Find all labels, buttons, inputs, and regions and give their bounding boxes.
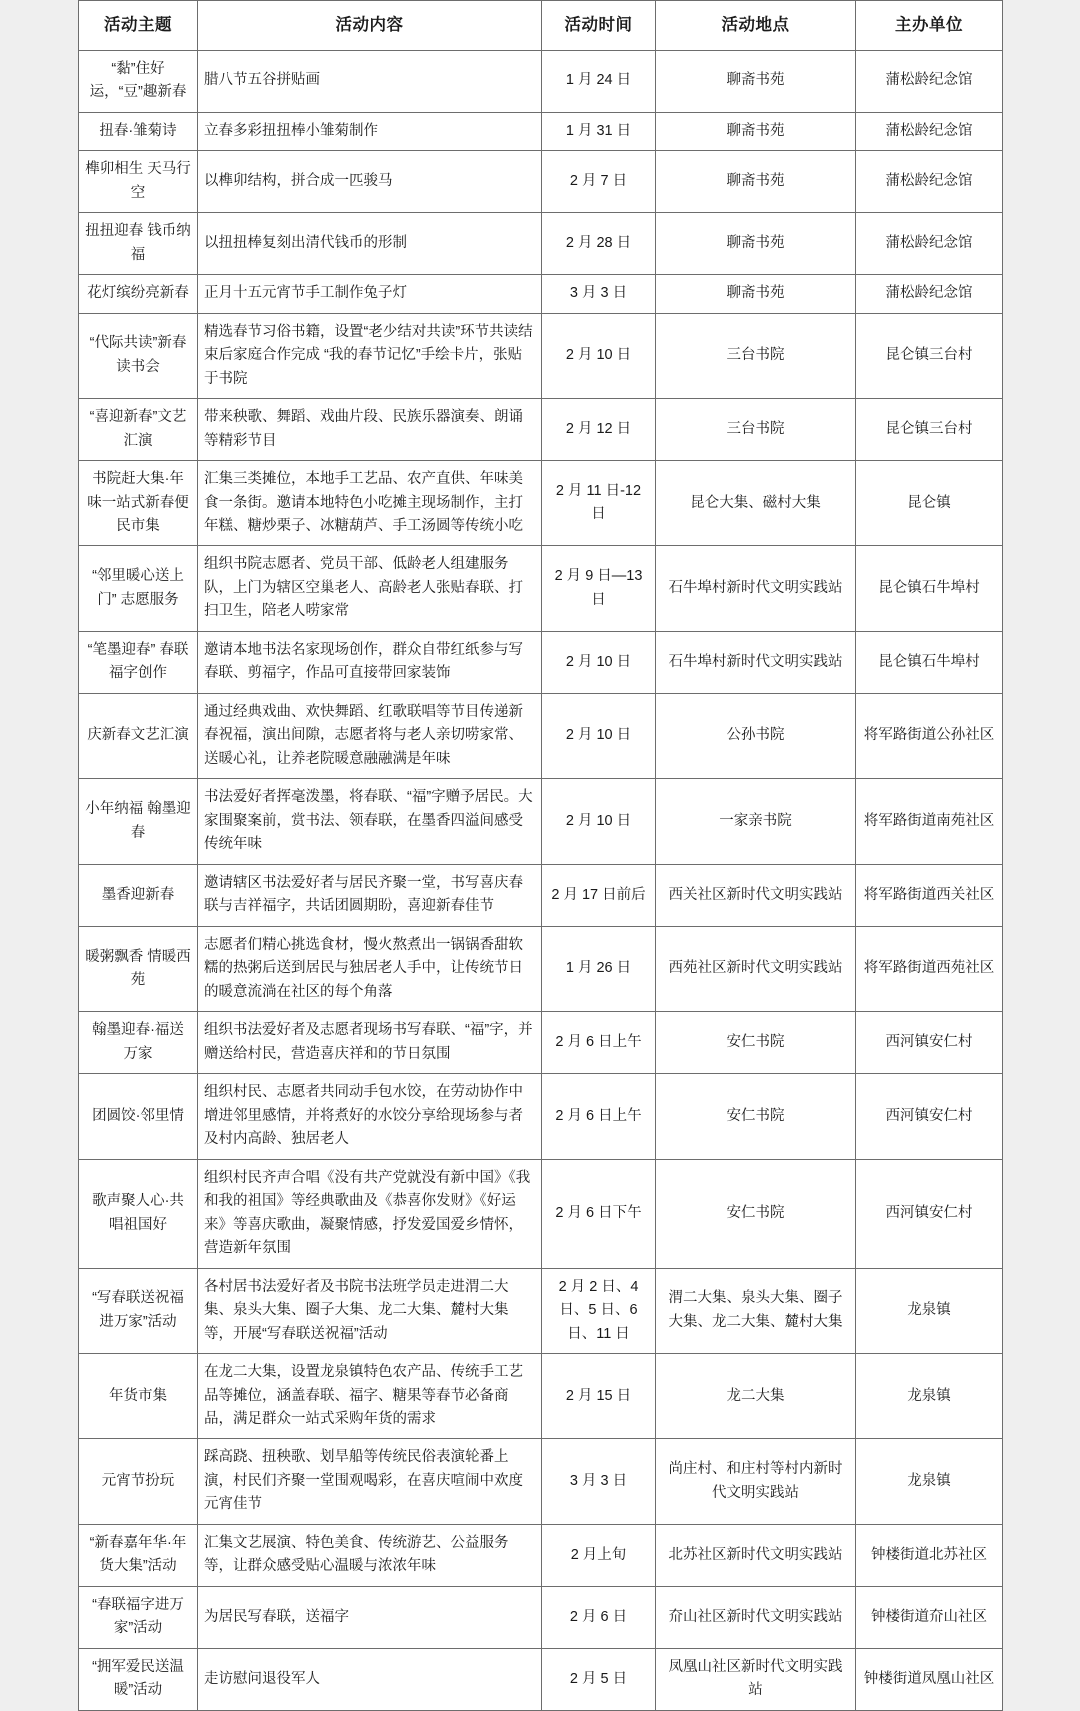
activity-content-cell: 以扭扭棒复刻出清代钱币的形制 xyxy=(198,213,542,275)
activity-time-cell: 2 月 10 日 xyxy=(542,313,656,398)
table-row xyxy=(79,1159,1003,1268)
activity-org-cell: 龙泉镇 xyxy=(856,1439,1003,1524)
activity-content-cell: 在龙二大集，设置龙泉镇特色农产品、传统手工艺品等摊位，涵盖春联、福字、糖果等春节必备商品，满足群众一站式采购年货的需求 xyxy=(198,1354,542,1439)
activity-place-cell: 聊斋书苑 xyxy=(656,112,856,150)
activity-place-cell: 聊斋书苑 xyxy=(656,151,856,213)
activity-place-cell: 公孙书院 xyxy=(656,693,856,778)
activity-content-cell: 各村居书法爱好者及书院书法班学员走进渭二大集、泉头大集、圈子大集、龙二大集、麓村大集等，开展“写春联送祝福”活动 xyxy=(198,1268,542,1353)
table-row xyxy=(79,461,1003,546)
activity-time-cell: 2 月 5 日 xyxy=(542,1648,656,1710)
activity-place-cell: 尚庄村、和庄村等村内新时代文明实践站 xyxy=(656,1439,856,1524)
activity-theme-cell: 庆新春文艺汇演 xyxy=(79,693,198,778)
table-header xyxy=(79,1,1003,51)
activity-content-cell: 踩高跷、扭秧歌、划旱船等传统民俗表演轮番上演，村民们齐聚一堂围观喝彩，在喜庆喧闹中欢度元宵佳节 xyxy=(198,1439,542,1524)
table-row xyxy=(79,213,1003,275)
activity-org-cell: 西河镇安仁村 xyxy=(856,1074,1003,1159)
activity-content-cell: 组织村民、志愿者共同动手包水饺，在劳动协作中增进邻里感情，并将煮好的水饺分享给现场参与者及村内高龄、独居老人 xyxy=(198,1074,542,1159)
table-row xyxy=(79,1439,1003,1524)
activity-time-cell: 2 月 10 日 xyxy=(542,693,656,778)
activity-place-cell: 龙二大集 xyxy=(656,1354,856,1439)
activity-place-cell: 安仁书院 xyxy=(656,1159,856,1268)
activity-place-cell: 一家亲书院 xyxy=(656,779,856,864)
activity-time-cell: 2 月 6 日上午 xyxy=(542,1074,656,1159)
activity-content-cell: 汇集三类摊位，本地手工艺品、农产直供、年味美食一条街。邀请本地特色小吃摊主现场制作，主打年糕、糖炒栗子、冰糖葫芦、手工汤圆等传统小吃 xyxy=(198,461,542,546)
activity-org-cell: 蒲松龄纪念馆 xyxy=(856,213,1003,275)
activity-theme-cell: 花灯缤纷亮新春 xyxy=(79,275,198,313)
activity-place-cell: 三台书院 xyxy=(656,313,856,398)
table-row xyxy=(79,1648,1003,1710)
activity-org-cell: 蒲松龄纪念馆 xyxy=(856,275,1003,313)
table-row xyxy=(79,631,1003,693)
activity-content-cell: 组织书院志愿者、党员干部、低龄老人组建服务队，上门为辖区空巢老人、高龄老人张贴春联、打扫卫生，陪老人唠家常 xyxy=(198,546,542,631)
table-row xyxy=(79,275,1003,313)
activity-theme-cell: “黏”住好运，“豆”趣新春 xyxy=(79,50,198,112)
table-row xyxy=(79,112,1003,150)
activity-theme-cell: 翰墨迎春·福送万家 xyxy=(79,1012,198,1074)
activity-place-cell: 渭二大集、泉头大集、圈子大集、龙二大集、麓村大集 xyxy=(656,1268,856,1353)
activity-content-cell: 立春多彩扭扭棒小雏菊制作 xyxy=(198,112,542,150)
column-header-theme: 活动主题 xyxy=(79,1,198,51)
activity-time-cell: 2 月 12 日 xyxy=(542,399,656,461)
activity-theme-cell: 元宵节扮玩 xyxy=(79,1439,198,1524)
activity-place-cell: 石牛埠村新时代文明实践站 xyxy=(656,546,856,631)
activity-time-cell: 2 月 6 日下午 xyxy=(542,1159,656,1268)
activity-time-cell: 2 月 15 日 xyxy=(542,1354,656,1439)
activity-place-cell: 西苑社区新时代文明实践站 xyxy=(656,926,856,1011)
activity-org-cell: 龙泉镇 xyxy=(856,1354,1003,1439)
activity-time-cell: 2 月 6 日 xyxy=(542,1586,656,1648)
activity-time-cell: 2 月 11 日-12 日 xyxy=(542,461,656,546)
activity-place-cell: 石牛埠村新时代文明实践站 xyxy=(656,631,856,693)
table-row xyxy=(79,864,1003,926)
activity-org-cell: 昆仑镇 xyxy=(856,461,1003,546)
activity-content-cell: 走访慰问退役军人 xyxy=(198,1648,542,1710)
table-row xyxy=(79,926,1003,1011)
activity-time-cell: 2 月 28 日 xyxy=(542,213,656,275)
activity-time-cell: 2 月 17 日前后 xyxy=(542,864,656,926)
activity-org-cell: 龙泉镇 xyxy=(856,1268,1003,1353)
table-row xyxy=(79,1354,1003,1439)
activity-theme-cell: “写春联送祝福进万家”活动 xyxy=(79,1268,198,1353)
activity-content-cell: 组织书法爱好者及志愿者现场书写春联、“福”字，并赠送给村民，营造喜庆祥和的节日氛围 xyxy=(198,1012,542,1074)
activity-place-cell: 安仁书院 xyxy=(656,1012,856,1074)
activity-place-cell: 昆仑大集、磁村大集 xyxy=(656,461,856,546)
activity-org-cell: 昆仑镇三台村 xyxy=(856,399,1003,461)
activity-time-cell: 1 月 31 日 xyxy=(542,112,656,150)
activity-place-cell: 三台书院 xyxy=(656,399,856,461)
activity-content-cell: 通过经典戏曲、欢快舞蹈、红歌联唱等节目传递新春祝福，演出间隙，志愿者将与老人亲切唠家常、送暖心礼，让养老院暖意融融满是年味 xyxy=(198,693,542,778)
activity-place-cell: 北苏社区新时代文明实践站 xyxy=(656,1524,856,1586)
activity-theme-cell: “邻里暖心送上门” 志愿服务 xyxy=(79,546,198,631)
activity-org-cell: 蒲松龄纪念馆 xyxy=(856,50,1003,112)
activity-theme-cell: “拥军爱民送温暖”活动 xyxy=(79,1648,198,1710)
table-row xyxy=(79,1074,1003,1159)
activity-org-cell: 钟楼街道北苏社区 xyxy=(856,1524,1003,1586)
activity-org-cell: 蒲松龄纪念馆 xyxy=(856,112,1003,150)
activity-content-cell: 组织村民齐声合唱《没有共产党就没有新中国》《我和我的祖国》等经典歌曲及《恭喜你发财》《好运来》等喜庆歌曲，凝聚情感，抒发爱国爱乡情怀，营造新年氛围 xyxy=(198,1159,542,1268)
activity-time-cell: 3 月 3 日 xyxy=(542,275,656,313)
activity-theme-cell: 书院赶大集·年味一站式新春便民市集 xyxy=(79,461,198,546)
activity-table-container xyxy=(78,0,1002,1711)
activity-theme-cell: 榫卯相生 天马行空 xyxy=(79,151,198,213)
activity-theme-cell: 扭扭迎春 钱币纳福 xyxy=(79,213,198,275)
activity-content-cell: 腊八节五谷拼贴画 xyxy=(198,50,542,112)
activity-theme-cell: “喜迎新春”文艺汇演 xyxy=(79,399,198,461)
activity-time-cell: 2 月 10 日 xyxy=(542,779,656,864)
activity-content-cell: 为居民写春联，送福字 xyxy=(198,1586,542,1648)
activity-org-cell: 将军路街道西苑社区 xyxy=(856,926,1003,1011)
activity-org-cell: 钟楼街道夼山社区 xyxy=(856,1586,1003,1648)
activity-theme-cell: “春联福字进万家”活动 xyxy=(79,1586,198,1648)
activity-content-cell: 带来秧歌、舞蹈、戏曲片段、民族乐器演奏、朗诵等精彩节目 xyxy=(198,399,542,461)
activity-theme-cell: 扭春·雏菊诗 xyxy=(79,112,198,150)
activity-content-cell: 以榫卯结构，拼合成一匹骏马 xyxy=(198,151,542,213)
table-row xyxy=(79,1586,1003,1648)
table-row xyxy=(79,693,1003,778)
activity-content-cell: 汇集文艺展演、特色美食、传统游艺、公益服务等，让群众感受贴心温暖与浓浓年味 xyxy=(198,1524,542,1586)
activity-org-cell: 昆仑镇三台村 xyxy=(856,313,1003,398)
activity-content-cell: 精选春节习俗书籍，设置“老少结对共读”环节共读结束后家庭合作完成 “我的春节记忆”手绘卡片，张贴于书院 xyxy=(198,313,542,398)
table-row xyxy=(79,1268,1003,1353)
activity-org-cell: 昆仑镇石牛埠村 xyxy=(856,546,1003,631)
activity-theme-cell: “新春嘉年华·年货大集”活动 xyxy=(79,1524,198,1586)
activity-org-cell: 钟楼街道凤凰山社区 xyxy=(856,1648,1003,1710)
table-row xyxy=(79,1524,1003,1586)
activity-content-cell: 正月十五元宵节手工制作兔子灯 xyxy=(198,275,542,313)
activity-org-cell: 昆仑镇石牛埠村 xyxy=(856,631,1003,693)
activity-time-cell: 3 月 3 日 xyxy=(542,1439,656,1524)
activity-org-cell: 将军路街道公孙社区 xyxy=(856,693,1003,778)
activity-time-cell: 1 月 26 日 xyxy=(542,926,656,1011)
table-row xyxy=(79,50,1003,112)
activity-place-cell: 西关社区新时代文明实践站 xyxy=(656,864,856,926)
activity-time-cell: 2 月上旬 xyxy=(542,1524,656,1586)
table-header-row xyxy=(79,1,1003,51)
activity-theme-cell: 暖粥飘香 情暖西苑 xyxy=(79,926,198,1011)
activity-theme-cell: 团圆饺·邻里情 xyxy=(79,1074,198,1159)
activity-content-cell: 志愿者们精心挑选食材，慢火熬煮出一锅锅香甜软糯的热粥后送到居民与独居老人手中，让传统节日的暖意流淌在社区的每个角落 xyxy=(198,926,542,1011)
column-header-content: 活动内容 xyxy=(198,1,542,51)
activity-org-cell: 西河镇安仁村 xyxy=(856,1159,1003,1268)
activity-org-cell: 将军路街道南苑社区 xyxy=(856,779,1003,864)
activity-place-cell: 聊斋书苑 xyxy=(656,50,856,112)
activity-place-cell: 聊斋书苑 xyxy=(656,275,856,313)
activity-place-cell: 安仁书院 xyxy=(656,1074,856,1159)
table-row xyxy=(79,779,1003,864)
activity-theme-cell: 歌声聚人心·共唱祖国好 xyxy=(79,1159,198,1268)
activity-theme-cell: “笔墨迎春” 春联福字创作 xyxy=(79,631,198,693)
activity-time-cell: 1 月 24 日 xyxy=(542,50,656,112)
activity-place-cell: 夼山社区新时代文明实践站 xyxy=(656,1586,856,1648)
activity-theme-cell: 年货市集 xyxy=(79,1354,198,1439)
activity-content-cell: 书法爱好者挥毫泼墨，将春联、“福”字赠予居民。大家围聚案前，赏书法、领春联，在墨香四溢间感受传统年味 xyxy=(198,779,542,864)
table-body xyxy=(79,50,1003,1710)
activity-place-cell: 聊斋书苑 xyxy=(656,213,856,275)
activity-theme-cell: 小年纳福 翰墨迎春 xyxy=(79,779,198,864)
activity-schedule-table xyxy=(78,0,1003,1711)
activity-org-cell: 将军路街道西关社区 xyxy=(856,864,1003,926)
column-header-time: 活动时间 xyxy=(542,1,656,51)
column-header-org: 主办单位 xyxy=(856,1,1003,51)
activity-theme-cell: “代际共读”新春读书会 xyxy=(79,313,198,398)
activity-time-cell: 2 月 10 日 xyxy=(542,631,656,693)
activity-time-cell: 2 月 7 日 xyxy=(542,151,656,213)
activity-place-cell: 凤凰山社区新时代文明实践站 xyxy=(656,1648,856,1710)
activity-time-cell: 2 月 9 日—13 日 xyxy=(542,546,656,631)
table-row xyxy=(79,151,1003,213)
activity-time-cell: 2 月 2 日、4 日、5 日、6 日、11 日 xyxy=(542,1268,656,1353)
activity-org-cell: 西河镇安仁村 xyxy=(856,1012,1003,1074)
activity-content-cell: 邀请本地书法名家现场创作，群众自带红纸参与写春联、剪福字，作品可直接带回家装饰 xyxy=(198,631,542,693)
table-row xyxy=(79,399,1003,461)
activity-org-cell: 蒲松龄纪念馆 xyxy=(856,151,1003,213)
activity-time-cell: 2 月 6 日上午 xyxy=(542,1012,656,1074)
activity-content-cell: 邀请辖区书法爱好者与居民齐聚一堂，书写喜庆春联与吉祥福字，共话团圆期盼，喜迎新春佳节 xyxy=(198,864,542,926)
activity-theme-cell: 墨香迎新春 xyxy=(79,864,198,926)
table-row xyxy=(79,546,1003,631)
table-row xyxy=(79,313,1003,398)
column-header-place: 活动地点 xyxy=(656,1,856,51)
table-row xyxy=(79,1012,1003,1074)
